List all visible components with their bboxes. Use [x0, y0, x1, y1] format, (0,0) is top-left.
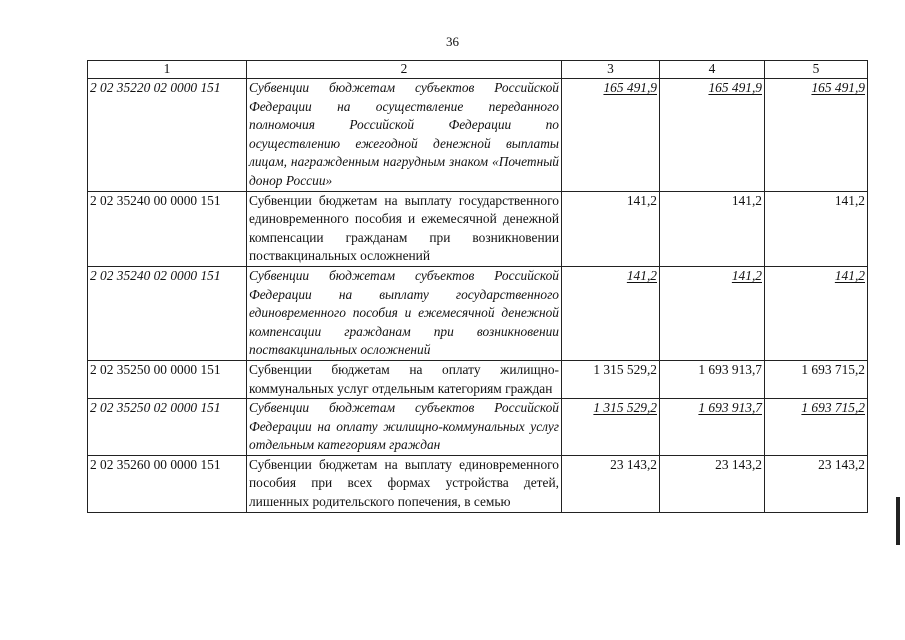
description: Субвенции бюджетам субъектов Российской Федерации на осуществление переданного полномочия Российской Федерации по осуществлению ежегодной денежной выплаты лицам, награжденным нагрудным знаком «Почетный донор России»: [247, 79, 562, 192]
amount-col3: 1 315 529,2: [562, 399, 660, 456]
amount-col3: 141,2: [562, 266, 660, 360]
table-row: [88, 79, 868, 192]
budget-code: 2 02 35250 02 0000 151: [88, 399, 247, 456]
budget-code: 2 02 35220 02 0000 151: [88, 79, 247, 192]
amount-col5: 141,2: [765, 191, 868, 266]
table-row: [88, 360, 868, 398]
amount-col3: 165 491,9: [562, 79, 660, 192]
table-row: [88, 191, 868, 266]
amount-col4: 1 693 913,7: [660, 360, 765, 398]
amount-col5: 23 143,2: [765, 455, 868, 512]
table-row: [88, 266, 868, 360]
amount-col3: 141,2: [562, 191, 660, 266]
amount-col5: 165 491,9: [765, 79, 868, 192]
amount-col4: 1 693 913,7: [660, 399, 765, 456]
table-row: [88, 455, 868, 512]
amount-col5: 1 693 715,2: [765, 399, 868, 456]
table-header-row: [88, 61, 868, 79]
description: Субвенции бюджетам на выплату единовременного пособия при всех формах устройства детей, лишенных родительского попечения, в семью: [247, 455, 562, 512]
amount-col4: 23 143,2: [660, 455, 765, 512]
column-header: 3: [562, 61, 660, 79]
description: Субвенции бюджетам на выплату государственного единовременного пособия и ежемесячной денежной компенсации гражданам при возникновении поствакцинальных осложнений: [247, 191, 562, 266]
budget-code: 2 02 35260 00 0000 151: [88, 455, 247, 512]
scan-edge-mark: [896, 497, 900, 545]
budget-code: 2 02 35250 00 0000 151: [88, 360, 247, 398]
budget-code: 2 02 35240 02 0000 151: [88, 266, 247, 360]
amount-col4: 165 491,9: [660, 79, 765, 192]
amount-col3: 1 315 529,2: [562, 360, 660, 398]
budget-table: [87, 60, 868, 513]
description: Субвенции бюджетам субъектов Российской Федерации на оплату жилищно-коммунальных услуг отдельным категориям граждан: [247, 399, 562, 456]
amount-col4: 141,2: [660, 266, 765, 360]
amount-col3: 23 143,2: [562, 455, 660, 512]
amount-col5: 141,2: [765, 266, 868, 360]
column-header: 4: [660, 61, 765, 79]
column-header: 1: [88, 61, 247, 79]
description: Субвенции бюджетам на оплату жилищно-коммунальных услуг отдельным категориям граждан: [247, 360, 562, 398]
budget-code: 2 02 35240 00 0000 151: [88, 191, 247, 266]
amount-col5: 1 693 715,2: [765, 360, 868, 398]
column-header: 2: [247, 61, 562, 79]
description: Субвенции бюджетам субъектов Российской Федерации на выплату государственного единовременного пособия и ежемесячной денежной компенсации гражданам при возникновении поствакцинальных осложнений: [247, 266, 562, 360]
column-header: 5: [765, 61, 868, 79]
page-number: 36: [446, 34, 459, 49]
amount-col4: 141,2: [660, 191, 765, 266]
table-row: [88, 399, 868, 456]
